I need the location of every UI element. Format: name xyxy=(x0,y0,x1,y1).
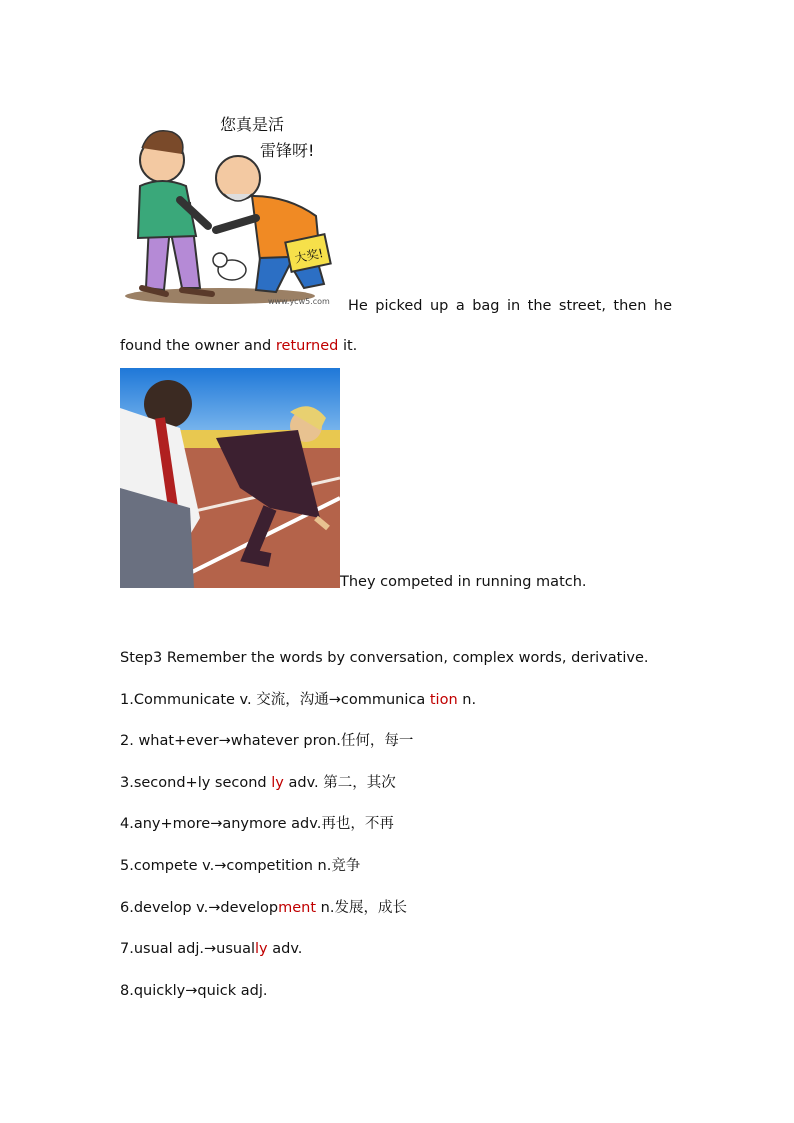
step3-heading: Step3 Remember the words by conversation, complex words, derivative. xyxy=(120,650,649,666)
word-item xyxy=(120,856,360,876)
word-text: 3.second+ly second xyxy=(120,775,272,791)
word-text: 1.Communicate v. 交流，沟通→communica xyxy=(120,692,430,708)
word-text: 5.compete v.→competition n.竞争 xyxy=(120,858,361,874)
word-item xyxy=(120,981,268,1001)
sentence1-line1: He picked up a bag in the street, then he xyxy=(348,298,672,314)
word-text: 8.quickly→quick adj. xyxy=(120,983,268,999)
speech-line-2: 雷锋呀! xyxy=(260,141,315,160)
sentence1-line2 xyxy=(120,336,357,356)
word-item xyxy=(120,939,302,959)
word-suffix: ment xyxy=(278,900,317,916)
word-item xyxy=(120,773,396,793)
photo-drawing xyxy=(120,368,340,588)
word-text-post: adv. 第二，其次 xyxy=(283,775,396,791)
cartoon-illustration xyxy=(120,108,348,310)
watermark: www.ycw5.com xyxy=(268,297,330,306)
sentence1-line2-pre: found the owner and xyxy=(120,338,276,354)
sentence2: They competed in running match. xyxy=(340,574,587,590)
word-text-post: n.发展，成长 xyxy=(316,900,407,916)
sentence1-highlight: returned xyxy=(275,338,339,354)
word-suffix: ly xyxy=(271,775,284,791)
running-race-photo xyxy=(120,368,340,588)
word-item xyxy=(120,898,407,918)
word-text-post: n. xyxy=(457,692,477,708)
cartoon-drawing xyxy=(120,108,348,310)
sentence1-line2-post: it. xyxy=(338,338,358,354)
bag-label: 大奖! xyxy=(293,246,325,266)
word-text-post: adv. xyxy=(267,941,303,957)
word-text: 6.develop v.→develop xyxy=(120,900,279,916)
word-item xyxy=(120,690,476,710)
word-text: 7.usual adj.→usual xyxy=(120,941,256,957)
word-item xyxy=(120,814,394,834)
word-item xyxy=(120,731,413,751)
word-text: 2. what+ever→whatever pron.任何，每一 xyxy=(120,733,414,749)
word-text: 4.any+more→anymore adv.再也，不再 xyxy=(120,816,394,832)
word-suffix: ly xyxy=(255,941,268,957)
speech-line-1: 您真是活 xyxy=(220,115,285,134)
word-suffix: tion xyxy=(429,692,458,708)
